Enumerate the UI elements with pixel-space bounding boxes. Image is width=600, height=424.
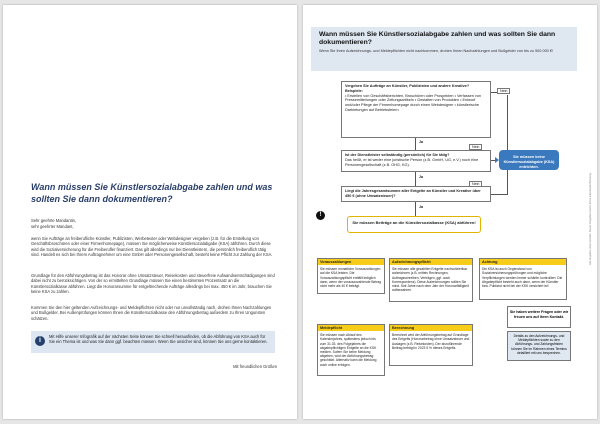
nein-label-1: Nein bbox=[497, 88, 510, 94]
box-vorauszahlungen-head: Vorauszahlungen bbox=[318, 259, 384, 265]
hint-text: Mit Hilfe unserer Infografik auf der nächsten Seite können Sie schnell herausfinden, ob die Abführung von KSA auch für Sie ein Thema ist und was Sie dann ggf. beachten müssen. Wenn Sie unsicher sind, können Sie uns gerne kontaktieren. bbox=[49, 334, 268, 345]
box-achtung-head: Achtung bbox=[480, 259, 566, 265]
greeting-line-2: sehr geehrter Mandant, bbox=[31, 224, 74, 229]
box-aufzeichnungspflicht bbox=[389, 258, 473, 302]
question-2-box bbox=[341, 150, 491, 172]
connector bbox=[415, 172, 416, 186]
box-meldepflicht bbox=[317, 324, 385, 376]
box-vorauszahlungen bbox=[317, 258, 385, 294]
connector bbox=[491, 194, 508, 195]
left-page bbox=[3, 5, 297, 419]
box-achtung-text: Die KSA ist auch Gegenstand von Sozialversicherungsprüfungen und mögliche Verpflichtungen werden immer schärfer kontrolliert. Die Abgabepflicht besteht auch dann, wenn der Künstler bzw. Publizist nicht bei der KSK versichert ist! bbox=[482, 267, 563, 289]
connector bbox=[507, 170, 508, 195]
box-berechnung-text: Berechnet wird der Abführungsbetrag auf Grundlage des Entgelts (Honorarbetrag ohne Umsatzsteuer und Auslagen (z.B. Reisekosten). Der abzuführende Beitrag beträgt in 2023 5 % dieses Entgelts. bbox=[392, 333, 470, 350]
infographic-subtitle: Wenn Sie Ihren Aufzeichnungs- und Meldepflichten nicht nachkommen, drohen Ihnen Nachzahlungen und Bußgelder von bis zu 500.000 €! bbox=[319, 49, 554, 53]
signature: Mit freundlichen Grüßen bbox=[233, 364, 277, 369]
paragraph-3: Kommen Sie den hier geltenden Aufzeichnungs- und Meldepflichten nicht oder nur unvollständig nach, drohen Ihnen Nachzahlungen und Bußgelder. Bei Außenprüfungen können Ihnen die Künstlersozialkasse den Abführungsbetrag außerdem zu Ihren Ungunsten schätzen. bbox=[31, 305, 272, 321]
must-pay-banner: Sie müssen Beiträge an die Künstlersozialkasse (KSA) abführen! bbox=[347, 216, 481, 233]
nein-label-3: Nein bbox=[469, 181, 482, 187]
nein-label-2: Nein bbox=[469, 144, 482, 150]
question-2-text: Das heißt, er ist weder eine juristische Person (z.B. GmbH, UG, e.V.) noch eine Personengesellschaft (z.B. OHG, KG). bbox=[345, 157, 479, 167]
details-box: Details zu den Aufzeichnungs- und Meldepflichten sowie zu den Abführungs- und Zahlungsfristen können Sie im Rahmen eines Termins detailliert mit uns besprechen. bbox=[507, 331, 571, 361]
ja-label-2: Ja bbox=[419, 175, 423, 179]
box-aufzeichnungspflicht-text: Sie müssen alle gezahlten Entgelte nachvollziehbar aufzeichnen (z.B. mittels Rechnungen, Auftragsschreiben, Verträgen, ggf. auch Korrespondenz). Diese Aufzeichnungen sollten Sie mind. fünf Jahre nach dem Jahr der Honorarfälligkeit aufbewahren. bbox=[392, 267, 469, 293]
box-vorauszahlungen-text: Sie müssen monatliche Vorauszahlungen auf die KSA leisten. Die Vorauszahlungspflicht entfällt lediglich dann, wenn der vorauszuzahlende Betrag nicht mehr als 40 € beträgt. bbox=[320, 267, 382, 289]
left-title: Wann müssen Sie Künstlersozialabgabe zahlen und was sollten Sie dann dokumentieren? bbox=[31, 182, 273, 204]
ja-label-1: Ja bbox=[419, 140, 423, 144]
paragraph-1: wenn Sie Aufträge an freiberufliche Künstler, Publizisten, Werbetexter oder Webdesigner vergeben (z.B. für die Erstellung von Geschäftsbroschüren oder einer Firmenhomepage), müssen Sie möglicherweise Künstlersozialabgabe (KSA) abführen. Durch diese wird die Sozialversicherung für die Freiberufler finanziert. Das gilt allerdings nur bei Dienstleistern, die persönlich freiberuflich tätig sind. Handelt es sich bei Ihrem Auftragnehmer um eine GmbH oder Personengesellschaft, besteht keine Pflicht zur Zahlung der KSA. bbox=[31, 236, 273, 258]
infographic-title: Wann müssen Sie Künstlersozialabgabe zahlen und was sollten Sie dann dokumentieren? bbox=[319, 31, 556, 46]
box-berechnung-head: Berechnung bbox=[390, 325, 472, 331]
box-berechnung bbox=[389, 324, 473, 366]
contact-question-box: Sie haben weitere Fragen oder wir freuen uns auf Ihren Kontakt. bbox=[507, 306, 571, 328]
paragraph-2: Grundlage für den Abführungsbetrag ist das Honorar ohne Umsatzsteuer, Reisekosten und steuerfreie Aufwandsentschädigungen sind dabei nicht zu berücksichtigen. Von der so ermittelten Grundlage müssen Sie einen bestimmten Prozentsatz an die Künstlersozialkasse abführen. Liegt die Honorarsumme für entgeltrechende Aufträge allerdings bei max. 450 € im Jahr, brauchen Sie keine KSA zu zahlen. bbox=[31, 273, 275, 295]
ja-label-3: Ja bbox=[419, 205, 423, 209]
info-icon: i bbox=[35, 336, 45, 346]
connector bbox=[415, 202, 416, 216]
right-page bbox=[303, 5, 597, 419]
question-1-box bbox=[341, 81, 491, 138]
warning-icon: ! bbox=[316, 211, 325, 220]
connector bbox=[415, 138, 416, 150]
connector bbox=[507, 95, 508, 150]
box-achtung bbox=[479, 258, 567, 300]
box-meldepflicht-text: Sie müssen nach Ablauf des Kalenderjahres, spätestens jedoch bis zum 31.03. des Folgejahres die abgabepflichtigen Entgelte an die KSK melden. Sofern Sie keine Meldung abgeben, wird der Abführungsbetrag geschätzt. Alternativ kann die Meldung auch online erfolgen. bbox=[320, 333, 377, 367]
connector bbox=[491, 92, 497, 93]
infographic-header bbox=[311, 27, 577, 71]
greeting-line-1: Sehr geehrte Mandantin, bbox=[31, 218, 77, 223]
box-meldepflicht-head: Meldepflicht bbox=[318, 325, 384, 331]
question-2-title: Ist der Dienstleister selbständig (persönlich) für Sie tätig? bbox=[345, 153, 450, 157]
question-3-box bbox=[341, 186, 491, 202]
side-note: Alle Angaben ohne Gewähr. Dieser Ratgeber ersetzt keine individuelle Beratung. bbox=[589, 172, 592, 265]
examples-label: Beispiele: bbox=[345, 88, 363, 93]
box-aufzeichnungspflicht-head: Aufzeichnungspflicht bbox=[390, 259, 472, 265]
question-3-title: Liegt die Jahresgesamtsumme aller Entgelte an Künstler und Kreative über 450 € (ohne Umsatzsteuer)? bbox=[345, 189, 481, 198]
question-1-title: Vergeben Sie Aufträge an Künstler, Publizisten und andere Kreative? bbox=[345, 84, 470, 88]
no-ksa-result: Sie müssen keine Künstlersozialabgabe (KSA) entrichten. bbox=[499, 150, 559, 170]
hint-box bbox=[31, 331, 275, 353]
examples-list: • Erstellen von Geschäftsberichten, Broschüren oder Prospekten • Verfassen von Pressemitteilungen oder Zeitungsartikeln • Gestalten von Produkten • Entwurf und/oder Pflege der Firmenhomepage durch einen Webdesigner • künstlerische Darbietungen auf Betriebsfeiern bbox=[345, 93, 482, 112]
